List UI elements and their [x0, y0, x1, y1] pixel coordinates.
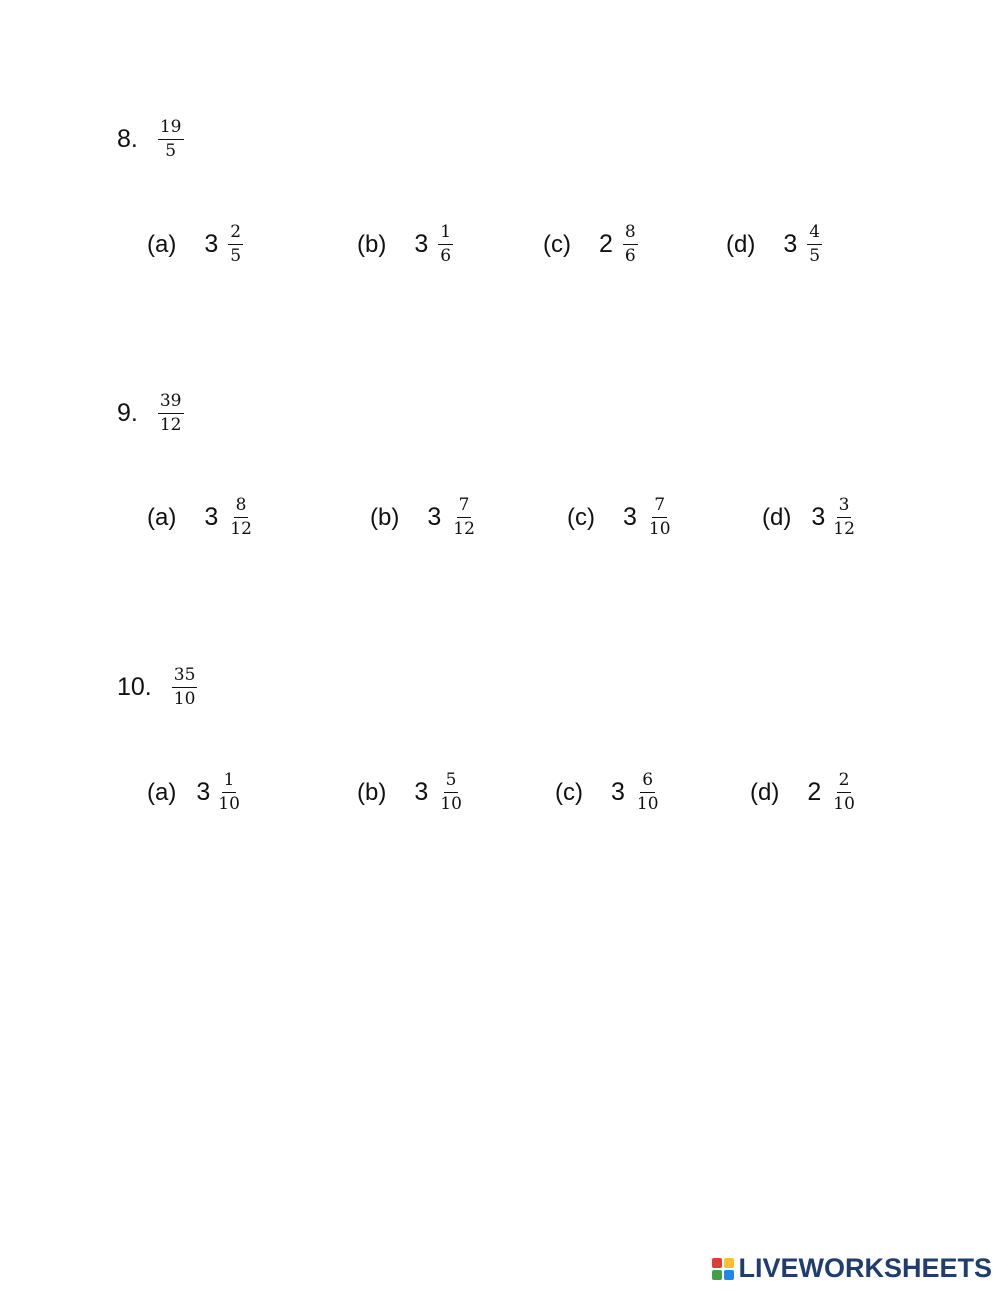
option-c[interactable] [555, 772, 661, 813]
fraction-denominator: 5 [165, 141, 177, 161]
fraction-denominator: 10 [440, 794, 462, 814]
whole-number: 3 [414, 778, 429, 806]
fraction-numerator: 1 [438, 224, 453, 245]
question-number: 10. [117, 673, 152, 701]
option-b[interactable] [370, 497, 477, 538]
option-fraction [647, 497, 673, 538]
fraction-denominator: 10 [218, 794, 240, 814]
option-fraction [831, 497, 857, 538]
fraction-denominator: 5 [230, 246, 242, 266]
whole-number: 3 [196, 778, 211, 806]
option-label: (b) [357, 778, 387, 806]
option-a[interactable] [147, 497, 254, 538]
option-label: (d) [726, 230, 756, 258]
option-fraction [438, 224, 453, 265]
fraction-numerator: 1 [222, 772, 237, 793]
option-fraction [831, 772, 857, 813]
fraction-numerator: 8 [234, 497, 249, 518]
fraction-denominator: 10 [648, 519, 671, 539]
option-fraction [451, 497, 477, 538]
fraction-denominator: 10 [636, 794, 659, 814]
option-a[interactable] [147, 224, 243, 265]
fraction-numerator: 8 [623, 224, 638, 245]
question-fraction [172, 667, 198, 708]
option-label: (b) [370, 503, 400, 531]
logo-icon [712, 1258, 734, 1280]
option-d[interactable] [726, 224, 822, 265]
question-fraction [158, 393, 184, 434]
question-8-header [117, 119, 184, 160]
fraction-denominator: 12 [453, 519, 475, 539]
fraction-numerator: 4 [807, 224, 822, 245]
fraction-numerator: 19 [158, 119, 184, 140]
fraction-numerator: 6 [640, 772, 655, 793]
fraction-numerator: 35 [172, 667, 198, 688]
brand-text: LIVEWORKSHEETS [738, 1253, 992, 1283]
whole-number: 2 [598, 230, 613, 258]
fraction-numerator: 2 [837, 772, 852, 793]
whole-number: 3 [204, 503, 219, 531]
option-fraction [228, 497, 254, 538]
question-number: 8. [117, 125, 138, 153]
whole-number: 3 [783, 230, 798, 258]
option-c[interactable] [543, 224, 638, 265]
fraction-denominator: 12 [833, 519, 855, 539]
whole-number: 3 [622, 503, 637, 531]
whole-number: 3 [610, 778, 625, 806]
option-label: (d) [750, 778, 780, 806]
option-label: (c) [567, 503, 595, 531]
question-number: 9. [117, 399, 138, 427]
fraction-numerator: 2 [228, 224, 243, 245]
logo-square-blue [724, 1270, 734, 1280]
fraction-numerator: 3 [837, 497, 852, 518]
fraction-denominator: 10 [833, 794, 855, 814]
logo-square-green [712, 1270, 722, 1280]
logo-square-red [712, 1258, 722, 1268]
option-fraction [635, 772, 661, 813]
option-label: (b) [357, 230, 387, 258]
option-fraction [807, 224, 822, 265]
fraction-denominator: 5 [809, 246, 821, 266]
question-9-header [117, 393, 184, 434]
fraction-numerator: 39 [158, 393, 184, 414]
option-c[interactable] [567, 497, 673, 538]
fraction-denominator: 12 [159, 415, 182, 435]
option-label: (c) [555, 778, 583, 806]
whole-number: 2 [807, 778, 822, 806]
whole-number: 3 [811, 503, 826, 531]
whole-number: 3 [204, 230, 219, 258]
question-fraction [158, 119, 184, 160]
option-label: (a) [147, 230, 177, 258]
fraction-numerator: 7 [457, 497, 472, 518]
fraction-denominator: 6 [624, 246, 636, 266]
fraction-numerator: 5 [444, 772, 459, 793]
option-label: (c) [543, 230, 571, 258]
option-b[interactable] [357, 224, 453, 265]
fraction-numerator: 7 [652, 497, 667, 518]
option-d[interactable] [750, 772, 857, 813]
option-fraction [216, 772, 242, 813]
fraction-denominator: 10 [173, 689, 196, 709]
option-d[interactable] [762, 497, 857, 538]
option-a[interactable] [147, 772, 242, 813]
whole-number: 3 [414, 230, 429, 258]
option-label: (a) [147, 778, 177, 806]
option-label: (d) [762, 503, 792, 531]
option-fraction [438, 772, 464, 813]
option-fraction [228, 224, 243, 265]
option-label: (a) [147, 503, 177, 531]
question-10-header [117, 667, 197, 708]
liveworksheets-logo [712, 1253, 992, 1284]
whole-number: 3 [427, 503, 442, 531]
logo-square-yellow [724, 1258, 734, 1268]
option-fraction [623, 224, 638, 265]
option-b[interactable] [357, 772, 464, 813]
fraction-denominator: 6 [440, 246, 452, 266]
fraction-denominator: 12 [230, 519, 252, 539]
